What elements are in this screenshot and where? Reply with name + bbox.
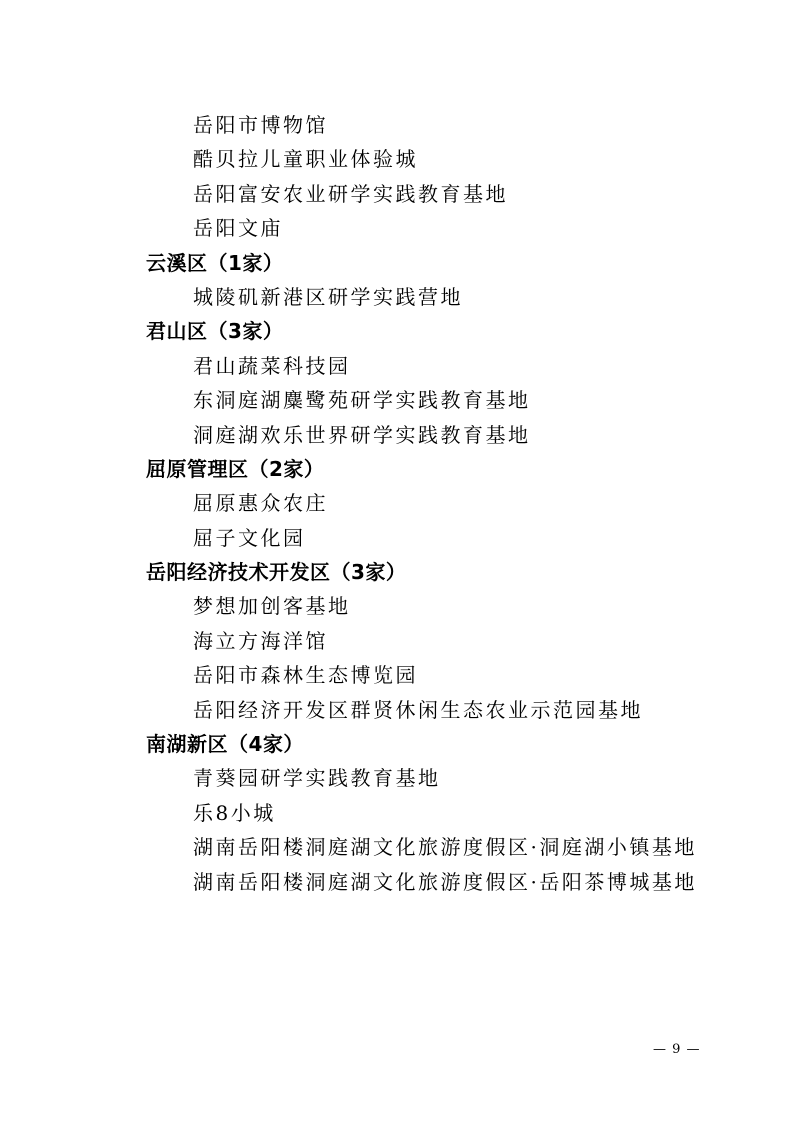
list-item: 东洞庭湖麋鹭苑研学实践教育基地 bbox=[193, 388, 531, 413]
list-item: 洞庭湖欢乐世界研学实践教育基地 bbox=[193, 422, 531, 447]
list-item: 岳阳市森林生态博览园 bbox=[193, 663, 418, 688]
list-item: 酷贝拉儿童职业体验城 bbox=[193, 147, 418, 172]
list-item: 岳阳文庙 bbox=[193, 216, 283, 241]
section-heading-nanhu: 南湖新区（4家） bbox=[146, 732, 304, 757]
section-heading-quyuan: 屈原管理区（2家） bbox=[146, 456, 325, 481]
section-heading-junshan: 君山区（3家） bbox=[146, 319, 284, 344]
list-item: 梦想加创客基地 bbox=[193, 594, 351, 619]
list-item: 屈子文化园 bbox=[193, 525, 306, 550]
section-heading-yunxi: 云溪区（1家） bbox=[146, 250, 284, 275]
document-content bbox=[0, 108, 793, 899]
list-item: 海立方海洋馆 bbox=[193, 628, 328, 653]
list-item: 岳阳富安农业研学实践教育基地 bbox=[193, 181, 508, 206]
list-item: 岳阳经济开发区群贤休闲生态农业示范园基地 bbox=[193, 697, 643, 722]
list-item: 青葵园研学实践教育基地 bbox=[193, 766, 441, 791]
list-item: 屈原惠众农庄 bbox=[193, 491, 328, 516]
list-item: 城陵矶新港区研学实践营地 bbox=[193, 284, 463, 309]
page-number: — 9 — bbox=[653, 1042, 701, 1057]
section-heading-economic-zone: 岳阳经济技术开发区（3家） bbox=[146, 560, 407, 585]
list-item: 岳阳市博物馆 bbox=[193, 113, 328, 137]
list-item: 乐8小城 bbox=[193, 800, 276, 825]
list-item: 湖南岳阳楼洞庭湖文化旅游度假区·洞庭湖小镇基地 bbox=[193, 835, 697, 860]
list-item: 君山蔬菜科技园 bbox=[193, 353, 351, 378]
list-item: 湖南岳阳楼洞庭湖文化旅游度假区·岳阳茶博城基地 bbox=[193, 869, 697, 894]
